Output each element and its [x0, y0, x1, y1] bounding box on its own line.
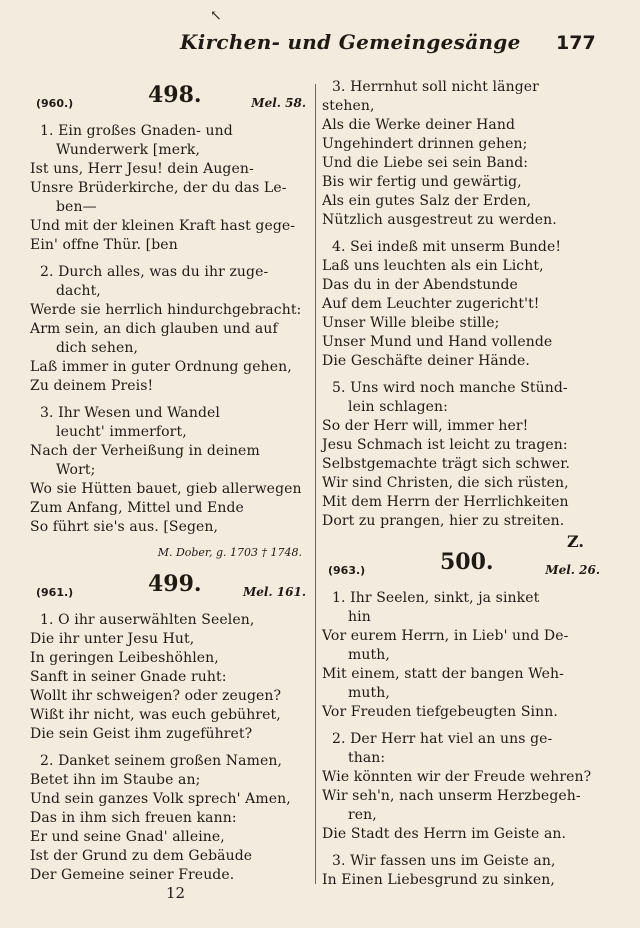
- verse-line: Die Geschäfte deiner Hände.: [322, 353, 530, 369]
- verse-line: Die Stadt des Herrn im Geiste an.: [322, 826, 567, 842]
- verse-line: 4. Sei indeß mit unserm Bunde!: [332, 239, 562, 255]
- verse-line: Nützlich ausgestreut zu werden.: [322, 212, 557, 228]
- page-number: 177: [556, 32, 596, 54]
- verse-line: Laß uns leuchten als ein Licht,: [322, 258, 544, 274]
- verse-line: Selbstgemachte trägt sich schwer.: [322, 456, 571, 472]
- verse-line: Die sein Geist ihm zugeführet?: [30, 726, 253, 742]
- hymn-499-verse-3: [322, 78, 604, 230]
- hymn-code: (963.): [328, 564, 366, 577]
- verse-line: Betet ihn im Staube an;: [30, 772, 201, 788]
- verse-line: Ein' offne Thür. [ben: [30, 237, 178, 253]
- verse-line: 3. Wir fassen uns im Geiste an,: [332, 853, 556, 869]
- verse-line: Wo sie Hütten bauet, gieb allerwegen: [30, 481, 302, 497]
- hymn-499-header: [30, 571, 310, 611]
- hymn-500-header: [322, 549, 604, 589]
- verse-line: Sanft in seiner Gnade ruht:: [30, 669, 227, 685]
- hymn-code: (960.): [36, 97, 74, 110]
- hymn-498-verse-1: [30, 122, 310, 255]
- verse-line: So der Herr will, immer her!: [322, 418, 529, 434]
- verse-line: Dort zu prangen, hier zu streiten.: [322, 513, 565, 529]
- verse-line: Ungehindert drinnen gehen;: [322, 136, 528, 152]
- verse-line: Unser Wille bleibe stille;: [322, 315, 500, 331]
- verse-line: Unsre Brüderkirche, der du das Le-: [30, 180, 287, 196]
- left-column: [30, 78, 310, 893]
- verse-line: 1. Ihr Seelen, sinkt, ja sinket: [332, 590, 540, 606]
- verse-line: Unser Mund und Hand vollende: [322, 334, 553, 350]
- hymn-499-verse-2: [30, 752, 310, 885]
- verse-line: dacht,: [56, 283, 101, 299]
- verse-line: Vor Freuden tiefgebeugten Sinn.: [322, 704, 558, 720]
- hymn-498-header: [30, 82, 310, 122]
- verse-line: leucht' immerfort,: [56, 424, 187, 440]
- verse-line: Mit dem Herrn der Herrlichkeiten: [322, 494, 569, 510]
- verse-line: ben—: [56, 199, 97, 215]
- verse-line: Das in ihm sich freuen kann:: [30, 810, 237, 826]
- hymn-498-verse-3: [30, 404, 310, 537]
- verse-line: Wunderwerk [merk,: [56, 142, 201, 158]
- verse-line: Auf dem Leuchter zugericht't!: [322, 296, 540, 312]
- hymn-code: (961.): [36, 586, 74, 599]
- verse-line: Er und seine Gnad' alleine,: [30, 829, 225, 845]
- verse-line: muth,: [348, 685, 390, 701]
- verse-line: hin: [348, 609, 371, 625]
- verse-line: Arm sein, an dich glauben und auf: [30, 321, 278, 337]
- verse-line: 1. O ihr auserwählten Seelen,: [40, 612, 255, 628]
- verse-line: 1. Ein großes Gnaden- und: [40, 123, 233, 139]
- verse-line: Wie könnten wir der Freude wehren?: [322, 769, 592, 785]
- verse-line: Und sein ganzes Volk sprech' Amen,: [30, 791, 291, 807]
- corner-mark: ↖: [210, 8, 222, 24]
- verse-line: Werde sie herrlich hindurchgebracht:: [30, 302, 302, 318]
- author-credit: M. Dober, g. 1703 † 1748.: [157, 546, 302, 559]
- verse-line: Wir seh'n, nach unserm Herzbegeh-: [322, 788, 581, 804]
- verse-line: In Einen Liebesgrund zu sinken,: [322, 872, 555, 888]
- verse-line: lein schlagen:: [348, 399, 448, 415]
- verse-line: Zu deinem Preis!: [30, 378, 154, 394]
- verse-line: Ist uns, Herr Jesu! dein Augen-: [30, 161, 254, 177]
- hymn-500-verse-3: [322, 852, 604, 890]
- verse-line: 3. Ihr Wesen und Wandel: [40, 405, 220, 421]
- verse-line: 2. Der Herr hat viel an uns ge-: [332, 731, 553, 747]
- verse-line: Und die Liebe sei sein Band:: [322, 155, 529, 171]
- verse-line: dich sehen,: [56, 340, 139, 356]
- verse-line: Ist der Grund zu dem Gebäude: [30, 848, 253, 864]
- verse-line: muth,: [348, 647, 390, 663]
- hymn-number: 500.: [440, 549, 494, 575]
- verse-line: Nach der Verheißung in deinem: [30, 443, 260, 459]
- hymn-number: 499.: [148, 571, 202, 597]
- end-mark: Z.: [567, 532, 584, 551]
- verse-line: Mit einem, statt der bangen Weh-: [322, 666, 564, 682]
- verse-line: Als die Werke deiner Hand: [322, 117, 516, 133]
- printer-signature: 12: [166, 884, 186, 902]
- hymn-melody: Mel. 26.: [545, 563, 600, 577]
- verse-line: Die ihr unter Jesu Hut,: [30, 631, 195, 647]
- verse-line: Der Gemeine seiner Freude.: [30, 867, 235, 883]
- verse-line: Laß immer in guter Ordnung gehen,: [30, 359, 292, 375]
- verse-line: Wort;: [56, 462, 96, 478]
- verse-line: Jesu Schmach ist leicht zu tragen:: [322, 437, 568, 453]
- verse-line: 3. Herrnhut soll nicht länger: [332, 79, 539, 95]
- running-head: Kirchen- und Gemeingesänge: [180, 30, 521, 54]
- hymn-melody: Mel. 161.: [242, 585, 306, 599]
- verse-line: Vor eurem Herrn, in Lieb' und De-: [322, 628, 569, 644]
- column-divider: [315, 84, 316, 884]
- verse-line: stehen,: [322, 98, 375, 114]
- hymn-498-verse-2: [30, 263, 310, 396]
- hymn-499-verse-4: [322, 238, 604, 371]
- right-column: [322, 78, 604, 898]
- verse-line: Und mit der kleinen Kraft hast gege-: [30, 218, 296, 234]
- verse-line: than:: [348, 750, 386, 766]
- verse-line: Wollt ihr schweigen? oder zeugen?: [30, 688, 282, 704]
- verse-line: 2. Durch alles, was du ihr zuge-: [40, 264, 269, 280]
- hymn-499-verse-1: [30, 611, 310, 744]
- hymn-500-verse-1: [322, 589, 604, 722]
- hymn-500-verse-2: [322, 730, 604, 844]
- verse-line: Das du in der Abendstunde: [322, 277, 518, 293]
- verse-line: Wir sind Christen, die sich rüsten,: [322, 475, 569, 491]
- verse-line: ren,: [348, 807, 377, 823]
- verse-line: 5. Uns wird noch manche Stünd-: [332, 380, 568, 396]
- verse-line: In geringen Leibeshöhlen,: [30, 650, 219, 666]
- hymn-number: 498.: [148, 82, 202, 108]
- hymn-499-verse-5: [322, 379, 604, 551]
- verse-line: Als ein gutes Salz der Erden,: [322, 193, 532, 209]
- verse-line: Bis wir fertig und gewärtig,: [322, 174, 522, 190]
- verse-line: Wißt ihr nicht, was euch gebühret,: [30, 707, 281, 723]
- verse-line: 2. Danket seinem großen Namen,: [40, 753, 283, 769]
- verse-line: Zum Anfang, Mittel und Ende: [30, 500, 244, 516]
- verse-line: So führt sie's aus. [Segen,: [30, 519, 219, 535]
- hymn-melody: Mel. 58.: [251, 96, 306, 110]
